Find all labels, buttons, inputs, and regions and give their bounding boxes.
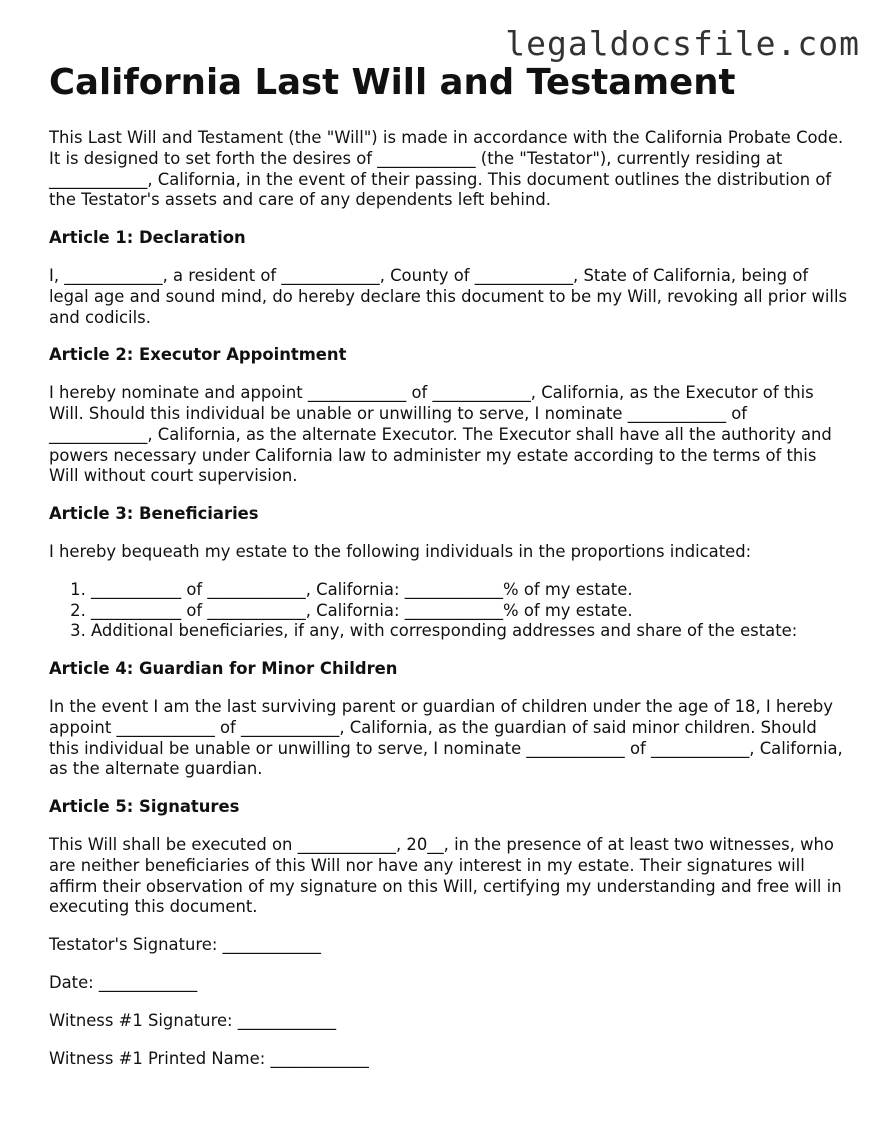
list-item: 1. ___________ of ____________, California: ____________% of my estate. [91,580,849,601]
article-beneficiaries [49,504,849,642]
list-item: 3. Additional beneficiaries, if any, with corresponding addresses and share of the estate: [91,621,849,642]
article-text: I hereby nominate and appoint ____________ of ____________, California, as the Executor of this Will. Should this individual be unable or unwilling to serve, I nominate ____________ of ____________, California, as the alternate Executor. The Executor shall have all the authority and powers necessary under California law to administer my estate according to the terms of this Will without court supervision. [49,383,832,486]
article-guardian [49,659,849,780]
article-heading: Article 1: Declaration [49,228,246,248]
document-title: California Last Will and Testament [49,62,736,103]
article-text: I, ____________, a resident of ____________, County of ____________, State of California, being of legal age and sound mind, do hereby declare this document to be my Will, revoking all prior wills and codicils. [49,265,848,327]
list-item: 2. ___________ of ____________, California: ____________% of my estate. [91,601,849,622]
intro-paragraph: This Last Will and Testament (the "Will") is made in accordance with the California Probate Code. It is designed to set forth the desires of ____________ (the "Testator"), currently residing at ____________, California, in the event of their passing. This document outlines the distribution of the Testator's assets and care of any dependents left behind. [49,128,844,210]
article-declaration [49,228,849,328]
article-text: This Will shall be executed on ____________, 20__, in the presence of at least two witnesses, who are neither beneficiaries of this Will nor have any interest in my estate. Their signatures will affirm their observation of my signature on this Will, certifying my understanding and free will in executing this document. [49,834,842,917]
beneficiary-list [49,580,849,642]
date-line: Date: ____________ [49,972,198,992]
article-heading: Article 5: Signatures [49,797,240,817]
article-heading: Article 4: Guardian for Minor Children [49,659,398,679]
article-text: I hereby bequeath my estate to the following individuals in the proportions indicated: [49,541,752,561]
witness-1-signature-line: Witness #1 Signature: ____________ [49,1010,337,1030]
article-signatures [49,797,849,918]
witness-1-printed-name-line: Witness #1 Printed Name: ____________ [49,1048,369,1068]
article-heading: Article 2: Executor Appointment [49,345,347,365]
testator-signature-line: Testator's Signature: ____________ [49,935,321,955]
article-executor [49,345,849,487]
site-watermark: legaldocsfile.com [505,24,860,63]
article-text: In the event I am the last surviving parent or guardian of children under the age of 18, I hereby appoint ____________ of ____________, California, as the guardian of said minor children. Should this individual be unable or unwilling to serve, I nominate ____________ of ____________, California, as the alternate guardian. [49,696,843,779]
article-heading: Article 3: Beneficiaries [49,504,259,524]
document-body [49,60,849,1069]
